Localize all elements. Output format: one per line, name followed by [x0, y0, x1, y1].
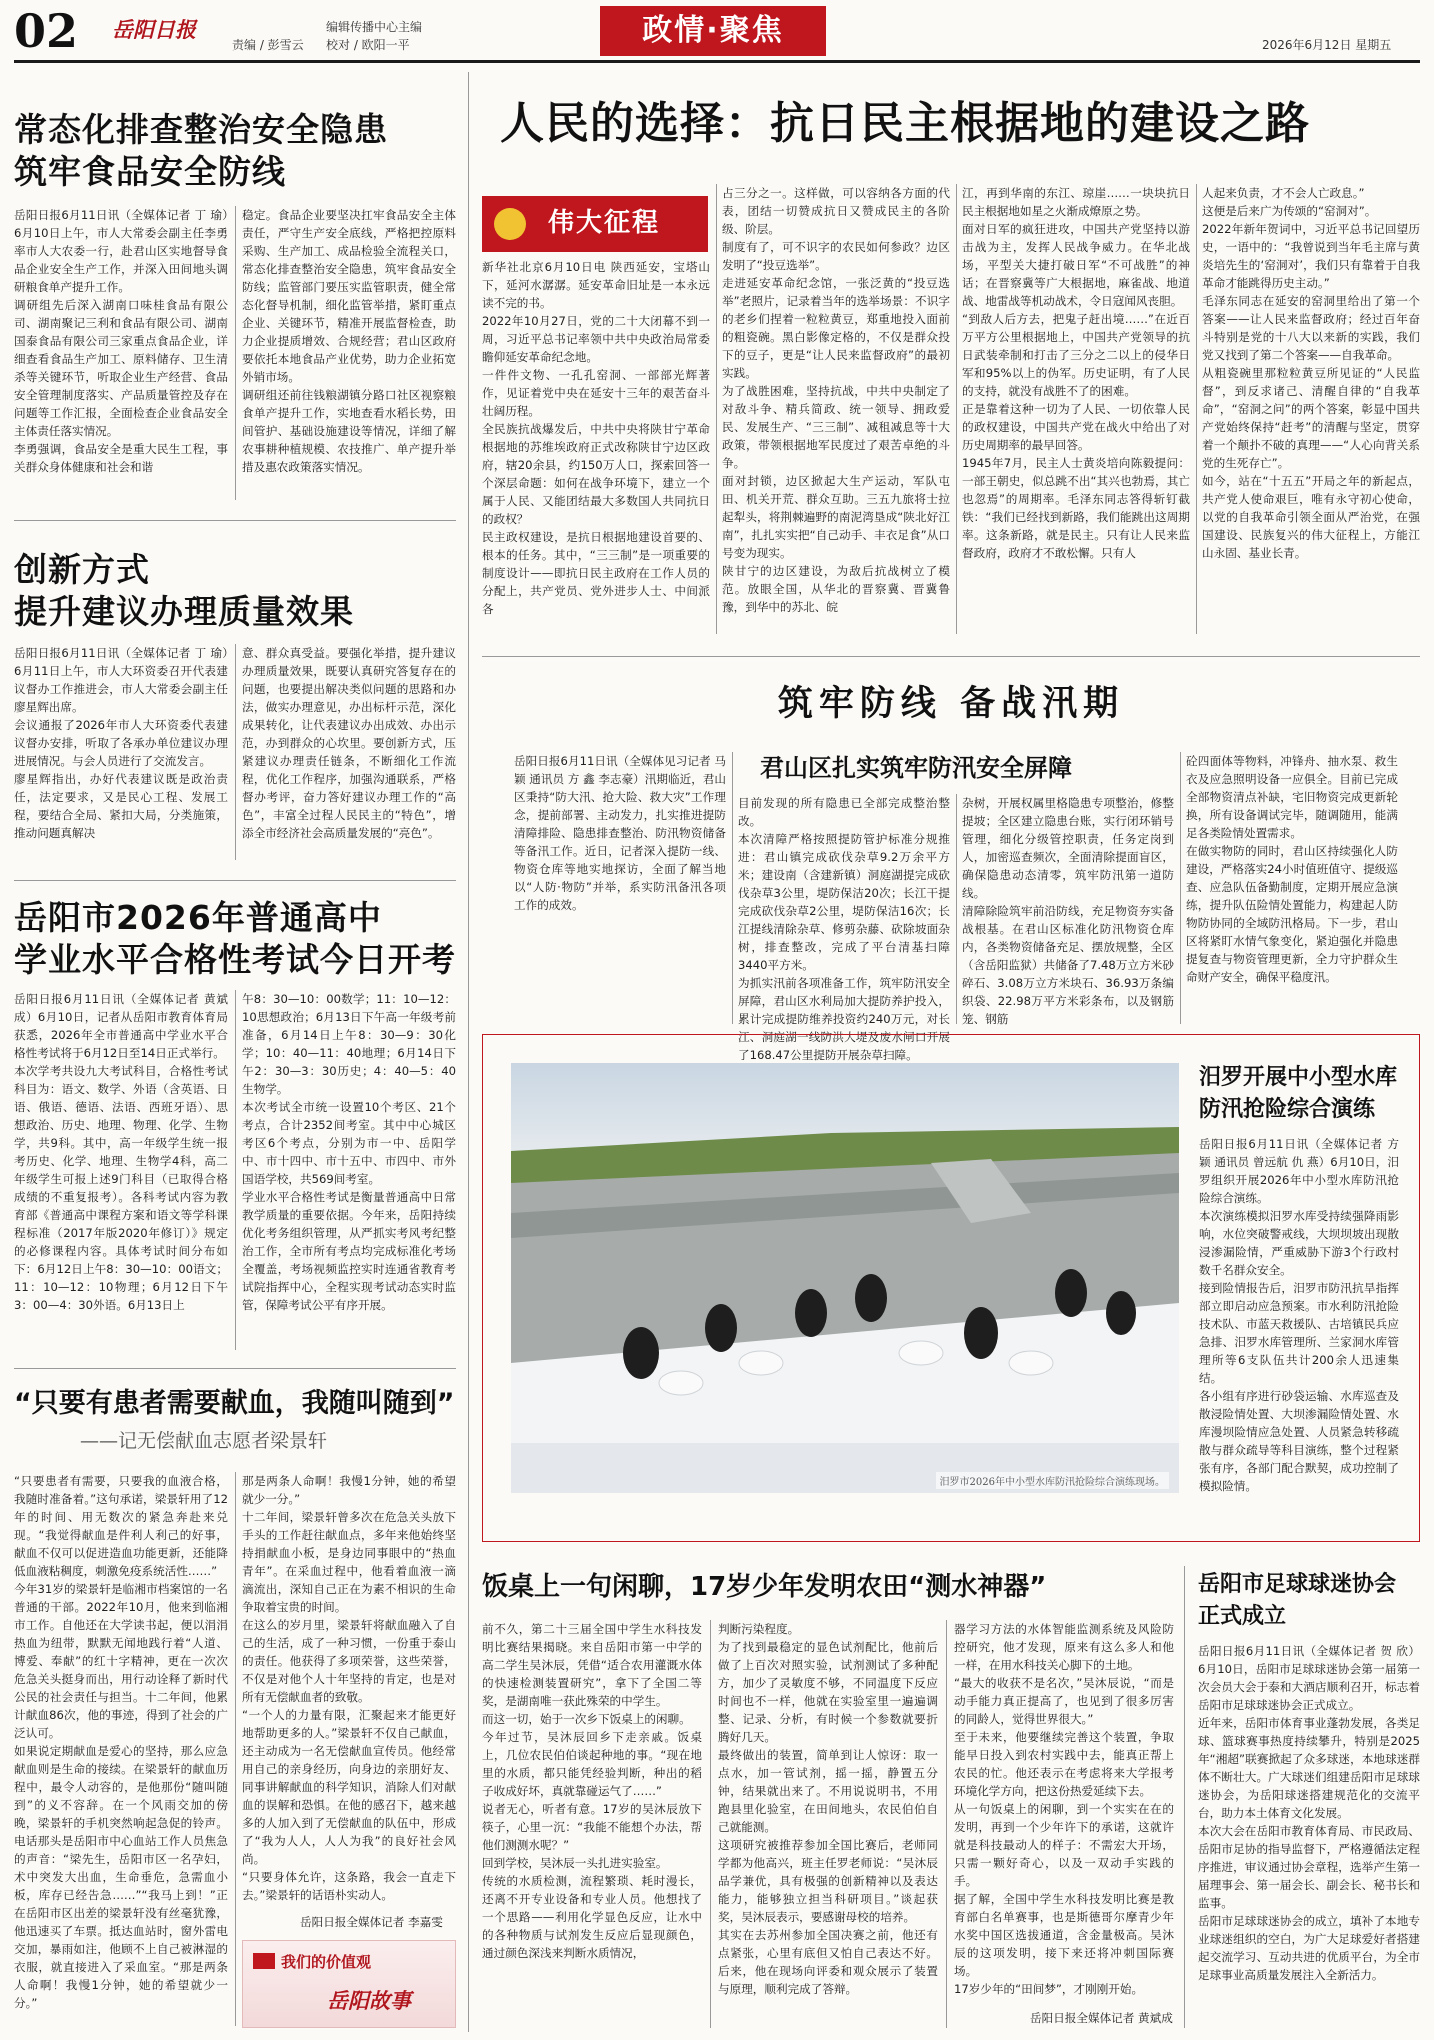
promo-logo: 岳阳故事: [327, 1988, 411, 2013]
football-title-2: 正式成立: [1198, 1604, 1287, 1629]
series-banner: [482, 196, 708, 252]
flood-banner: 筑牢防线 备战汛期: [777, 684, 1125, 724]
series-label: 伟大征程: [548, 208, 661, 238]
exam-article-col2: 午8：30—10：00数学；11：10—12：10思想政治；6月13日下午高一年级考前准备，6月14日上午8：30—9：30化学；10：40—11：40地理；6月14日下午2：30—3：30历史；4：40—5：40生物学。 本次考试全市统一设置10个考区、21个考点，合计2352间考室。其中中心城区考区6个考点，分别为市一中、岳阳学中、市十四中、市十五中、市四中、市外国语学校，共569间考室。 学业水平合格性考试是衡量普通高中日常教学质量的重要依据。今年来，岳阳持续优化考务组织管理，从严抓实考风考纪整治工作，全市所有考点均完成标准化考场全覆盖，考场视频监控实时连通省教育考试院指挥中心，全程实现考试动态实时监管，保障考试公平有序开展。: [242, 992, 456, 1312]
junshan-col2: 目前发现的所有隐患已全部完成整治整改。 本次清障严格按照提防管护标准分规推进：君山镇完成砍伐杂草9.2万余平方米；建设南（含建新镇）洞庭湖提完成砍伐杂草3公里，堤防保洁20次；长江干提完成砍伐杂草2公里，堤防保洁16次；长江提线清除杂草、修剪杂藤、砍除坡面杂树，排查整改，完成了平台清基扫障3440平方米。 为抓实汛前各项准备工作，筑牢防汛安全屏障，君山区水利局加大提防养护投入，累计完成提防维养投资约240万元，对长江、洞庭湖一线防洪大堤及废水闸口开展了168.47公里提防开展杂草扫障。: [738, 796, 950, 1062]
newspaper-logo: 岳阳日报: [112, 17, 196, 42]
teen-article-title: 饭桌上一句闲聊，17岁少年发明农田“测水神器”: [482, 1572, 1047, 1602]
suggest-article-col2: 意、群众真受益。要强化举措，提升建议办理质量效果，既要认真研究答复存在的问题，也要提出解决类似问题的思路和办法，做实办理意见，办出标杆示范，深化成果转化，让代表建议办出成效、办出示范，办到群众的心坎里。要创新方式，压紧建议办理责任链条，不断细化工作流程，优化工作程序，加强沟通联系，严格督办考评，奋力答好建议办理工作的“高色”，丰富全过程人民民主的“特色”，增添全市经济社会高质量发展的“亮色”。: [242, 646, 456, 840]
exam-article-title-1: 岳阳市2026年普通高中: [14, 898, 382, 937]
suggest-article-title-2: 提升建议办理质量效果: [14, 592, 354, 631]
exam-article-col1: 岳阳日报6月11日讯（全媒体记者 黄斌成）6月10日，记者从岳阳市教育体育局获悉，2026年全市普通高中学业水平合格性考试将于6月12日至14日正式举行。 本次学考共设九大考试科目，合格性考试科目为：语文、数学、外语（含英语、日语、俄语、德语、法语、西班牙语）、思想政治、历史、地理、物理、化学、生物学，共9科。其中，高一年级学生统一报考历史、化学、地理、生物学4科，高二年级学生可报上述9门科目（已取得合格成绩的不重复报考）。各科考试内容为教育部《普通高中课程方案和语文等学科课程标准（2017年版2020年修订）》规定的必修课程内容。具体考试时间分布如下：6月12日上午8：30—10：00语文；11：10—12：10物理；6月12日下午3：00—4：30外语。6月13日上: [14, 992, 228, 1312]
promo-text: 我们的价值观: [281, 1953, 372, 1971]
teen-col1: 前不久，第二十三届全国中学生水科技发明比赛结果揭晓。来自岳阳市第一中学的高二学生吴沐辰，凭借“适合农用灌溉水体的快速检测装置研究”，拿下了全国二等奖，是湖南唯一获此殊荣的中学生。 而这一切，始于一次乡下饭桌上的闲聊。 今年过节，吴沐辰回乡下走亲戚。饭桌上，几位农民伯伯谈起种地的事。“现在地里的水质，都只能凭经验判断，种出的稻子收成好坏，真就靠碰运气了……” 说者无心，听者有意。17岁的吴沐辰放下筷子，心里一沉：“我能不能想个办法，帮他们测测水呢？” 回到学校，吴沐辰一头扎进实验室。 传统的水质检测，流程繁琐、耗时漫长，还离不开专业设备和专业人员。他想找了一个思路——利用化学显色反应，让水中的各种物质与试剂发生反应后显现颜色，通过颜色深浅来判断水质情况，: [482, 1622, 702, 1960]
miluo-article-box: [482, 1034, 1420, 1542]
teen-col3: 器学习方法的水体智能监测系统及风险防控研究，他才发现，原来有这么多人和他一样，在用水科技关心脚下的土地。 “最大的收获不是名次，”吴沐辰说，“而是动手能力真正提高了，也见到了很多厉害的同龄人，觉得世界很大。” 至于未来，他要继续完善这个装置，争取能早日投入到农村实践中去，能真正帮上农民的忙。他还表示在考虑将来大学报考环境化学方向，把这份热爱延续下去。 从一句饭桌上的闲聊，到一个实实在在的发明，再到一个少年许下的承诺，这就许就是科技最动人的样子：不需宏大开场，只需一颗好奇心，以及一双动手实践的手。 据了解，全国中学生水科技发明比赛是教育部白名单赛事，也是斯德哥尔摩青少年水奖中国区选拔通道，含金量极高。吴沐辰的这项发明，接下来还将冲刺国际赛场。 17岁少年的“田间梦”，才刚刚开始。: [954, 1622, 1174, 1996]
suggest-article-title-1: 创新方式: [14, 550, 150, 589]
exam-article-title-2: 学业水平合格性考试今日开考: [14, 940, 456, 979]
header-credits: 责编 / 彭雪云: [232, 38, 304, 52]
party-emblem-icon: [494, 208, 526, 240]
drill-photo-caption: 汨罗市2026年中小型水库防汛抢险综合演练现场。: [936, 1472, 1169, 1489]
page-header: [0, 0, 1434, 60]
suggest-article-col1: 岳阳日报6月11日讯（全媒体记者 丁 瑜）6月11日上午，市人大环资委召开代表建议督办工作推进会，市人大常委会副主任廖星辉出席。 会议通报了2026年市人大环资委代表建议督办安排，听取了各承办单位建议办理进展情况。与会人员进行了交流发言。 廖星辉指出，办好代表建议既是政治责任，法定要求，又是民心工程、发展工程，要结合全局、紧扣大局，分类施策，推动问题真解决: [14, 646, 228, 840]
header-credits-bottom: 校对 / 欧阳一平: [326, 38, 410, 52]
food-article-col2: 稳定。食品企业要坚决扛牢食品安全主体责任，严守生产安全底线，严格把控原料采购、生产加工、成品检验全流程关口，常态化排查整治安全隐患，筑牢食品安全防线；监管部门要压实监管职责，健全常态化督导机制，细化监管举措，紧盯重点企业、关键环节，精准开展监督检查，助力企业提质增效、合规经营；君山区政府要依托本地食品产业优势，助力企业拓宽外销市场。 调研组还前往钱粮湖镇分路口社区视察粮食单产提升工作，实地查看水稻长势，田间管护、基础设施建设等情况，详细了解农事耕种植规模、农技推广、单产提升举措及惠农政策落实情况。: [242, 208, 456, 474]
food-article-col1: 岳阳日报6月11日讯（全媒体记者 丁 瑜）6月10日上午，市人大常委会副主任李勇率市人大农委一行，赴君山区实地督导食品企业安全生产工作，并深入田间地头调研粮食单产提升工作。 调研组先后深入湖南口味桂食品有限公司、湖南聚记三利和食品有限公司、湖南国泰食品有限公司三家重点食品企业，详细查看食品生产加工、原料储存、卫生清杀等关键环节，听取企业生产经营、食品安全管理制度落实、产品质量管控及存在问题等工作汇报，全面检查企业食品安全主体责任落实情况。 李勇强调，食品安全是重大民生工程，事关群众身体健康和社会和谐: [14, 208, 228, 474]
values-promo-banner: [242, 1940, 456, 2028]
miluo-title-2: 防汛抢险综合演练: [1199, 1097, 1376, 1122]
food-article-title-1: 常态化排查整治安全隐患: [14, 110, 388, 149]
drill-photo-illustration: [511, 1063, 1179, 1493]
main-col4: 人起来负责，才不会人亡政息。” 这便是后来广为传颂的“窑洞对”。 2022年新年贺词中，习近平总书记回望历史，一语中的：“我曾说到当年毛主席与黄炎培先生的‘窑洞对’，我们只有靠着于自我革命才能跳得历史主动。” 毛泽东同志在延安的窑洞里给出了第一个答案——让人民来监督政府；经过百年奋斗特别是党的十八大以来新的实践，我们党又找到了第二个答案——自我革命。 从粗瓷碗里那粒粒黄豆所见证的“人民监督”，到反求诸己、清醒自律的“自我革命”，“窑洞之问”的两个答案，彰显中国共产党始终保持“赶考”的清醒与坚定，贯穿着一个颠扑不破的真理——“人心向背关系党的生死存亡”。 如今，站在“十五五”开局之年的新起点，共产党人使命艰巨，唯有永守初心使命，以党的自我革命引领全面从严治党，在强国建设、民族复兴的伟大征程上，方能江山永固、基业长青。: [1202, 186, 1420, 560]
junshan-col1: 岳阳日报6月11日讯（全媒体见习记者 马 颖 通讯员 方 鑫 李志豪）汛期临近，君山区秉持“防大汛、抢大险、救大灾”工作理念，提前部署、主动发力，扎实推进提防清障排险、隐患排查整治、防汛物资储备等备汛工作。近日，记者深入提防一线、物资仓库等地实地探访，全面了解当地以“人防·物防”并举，系实防汛备汛各项工作的成效。: [514, 754, 726, 912]
blood-article-col2: 那是两条人命啊！我慢1分钟，她的希望就少一分。” 十二年间，梁景轩曾多次在危急关头放下手头的工作赶往献血点，多年来他始终坚持捐献血小板，是身边同事眼中的“热血青年”。在采血过程中，他看着血液一滴滴流出，深知自己正在为素不相识的生命争取着宝贵的时间。 在这么的岁月里，梁景轩将献血融入了自己的生活，成了一种习惯，一份重于泰山的责任。他获得了多项荣誉，这些荣誉，不仅是对他个人十年坚持的肯定，也是对所有无偿献血者的致敬。 “一个人的力量有限，汇聚起来才能更好地帮助更多的人。”梁景轩不仅自己献血，还主动成为一名无偿献血宣传员。他经常用自己的亲身经历，向身边的亲朋好友、同事讲解献血的科学知识，消除人们对献血的误解和恐惧。在他的感召下，越来越多的人加入到了无偿献血的队伍中，形成了“我为人人，人人为我”的良好社会风尚。 “只要身体允许，这条路，我会一直走下去。”梁景轩的话语朴实动人。: [242, 1474, 456, 1902]
teen-col2: 判断污染程度。 为了找到最稳定的显色试剂配比，他前后做了上百次对照实验，试剂测试了多种配方，加少了灵敏度不够，不同温度下反应时间也不一样，他就在实验室里一遍遍调整、记录、分析，有时候一个参数就要折腾好几天。 最终做出的装置，简单到让人惊讶：取一点水，加一管试剂，摇一摇，静置五分钟，结果就出来了。不用说说明书，不用跑县里化验室，在田间地头，农民伯伯自己就能测。 这项研究被推荐参加全国比赛后，老师同学都为他高兴，班主任罗老师说：“吴沐辰品学兼优，具有极强的创新精神以及表达能力，能够独立担当科研项目。”谈起获奖，吴沐辰表示，要感谢母校的培养。 其实在去苏州参加全国决赛之前，他还有点紧张，心里有底但又怕自己表达不好。后来，他在现场向评委和观众展示了装置与原理，顺利完成了答辩。: [718, 1622, 938, 1996]
football-title-1: 岳阳市足球球迷协会: [1198, 1572, 1397, 1597]
junshan-col3: 杂树，开展权属里格隐患专项整治，修整提坡；全区建立隐患台账，实行闭环销号管理，细化分级管控职责，任务定岗到人，加密巡查频次，全面清除提面盲区，确保隐患动态清零，筑牢防汛第一道防线。 清障除险筑牢前沿防线，充足物资夯实备战根基。在君山区标准化防汛物资仓库内，各类物资储备充足、摆放规整，全区（含岳阳监狱）共储备了7.48万立方米砂碎石、3.08万立方米块石、36.93万条编织袋、22.98万平方米彩条布，以及钢筋笼、钢筋: [962, 796, 1174, 1026]
page-number: 02: [14, 4, 79, 58]
main-col3: 江，再到华南的东江、琼崖……一块块抗日民主根据地如星之火渐成燎原之势。 面对日军的疯狂进攻，中国共产党坚持以游击战为主，发挥人民战争威力。在华北战场，平型关大捷打破日军“不可战胜”的神话；在晋察冀等广大根据地，麻雀战、地道战、地雷战等机动战术，令日寇闻风丧胆。 “到敌人后方去，把鬼子赶出境……”在近百万平方公里根据地上，中国共产党领导的抗日武装牵制和打击了三分之二以上的侵华日军和95%以上的伪军。历史证明，有了人民的支持，就没有战胜不了的困难。 正是靠着这种一切为了人民、一切依靠人民的政权建设，中国共产党在战火中给出了对历史周期率的最早回答。 1945年7月，民主人士黄炎培向陈毅提问：一部王朝史，似总跳不出“其兴也勃焉，其亡也忽焉”的周期率。毛泽东同志答得斩钉截铁：“我们已经找到新路，我们能跳出这周期率。这条新路，就是民主。只有让人民来监督政府，政府才不敢松懈。只有人: [962, 186, 1190, 560]
issue-date: 2026年6月12日 星期五: [1262, 38, 1392, 52]
teen-article-byline: 岳阳日报全媒体记者 黄斌成: [1030, 2011, 1173, 2025]
main-col1: 新华社北京6月10日电 陕西延安，宝塔山下，延河水潺潺。延安革命旧址是一本永远读不完的书。 2022年10月27日，党的二十大闭幕不到一周，习近平总书记率领中共中央政治局常委瞻仰延安革命纪念地。 一件件文物、一孔孔窑洞、一部部光辉著作，见证着党中央在延安十三年的艰苦奋斗壮阔历程。 全民族抗战爆发后，中共中央将陕甘宁革命根据地的苏维埃政府正式改称陕甘宁边区政府，辖20余县，约150万人口，探索回答一个深层命题：如何在战争环境下，建立一个属于人民、又能团结最大多数国人共同抗日的政权？ 民主政权建设，是抗日根据地建设首要的、根本的任务。其中，“三三制”是一项重要的制度设计——即抗日民主政府在工作人员的分配上，共产党员、党外进步人士、中间派各: [482, 260, 710, 616]
blood-article-byline: 岳阳日报全媒体记者 李嘉雯: [300, 1915, 443, 1929]
food-article-title-2: 筑牢食品安全防线: [14, 152, 286, 191]
blood-article-subtitle: ——记无偿献血志愿者梁景轩: [80, 1430, 328, 1452]
section-tag: [600, 6, 826, 56]
main-col2: 占三分之一。这样做，可以容纳各方面的代表，团结一切赞成抗日又赞成民主的各阶级、阶层。 制度有了，可不识字的农民如何参政？边区发明了“投豆选举”。 走进延安革命纪念馆，一张泛黄的“投豆选举”老照片，记录着当年的选举场景：不识字的老乡们捏着一粒粒黄豆，郑重地投入面前的粗瓷碗。黑白影像定格的，不仅是群众投下的豆子，更是“让人民来监督政府”的最初实践。 为了战胜困难，坚持抗战，中共中央制定了对敌斗争、精兵简政、统一领导、拥政爱民、发展生产、“三三制”、减租减息等十大政策，带领根据地军民度过了艰苦卓绝的斗争。 面对封锁，边区掀起大生产运动，军队屯田、机关开荒、群众互助。三五九旅将士拉起犁头，将荆棘遍野的南泥湾垦成“陕北好江南”，扎扎实实把“自己动手、丰衣足食”从口号变为现实。 陕甘宁的边区建设，为敌后抗战树立了模范。放眼全国，从华北的晋察冀、晋冀鲁豫，到华中的苏北、皖: [722, 186, 950, 614]
junshan-article-title: 君山区扎实筑牢防汛安全屏障: [760, 754, 1072, 782]
flag-icon: [253, 1953, 275, 1969]
miluo-title-1: 汨罗开展中小型水库: [1199, 1065, 1398, 1090]
miluo-body: 岳阳日报6月11日讯（全媒体记者 方 颖 通讯员 曾远航 仇 燕）6月10日，汨罗组织开展2026年中小型水库防汛抢险综合演练。 本次演练模拟汨罗水库受持续强降雨影响，水位突破警戒线，大坝坝坡出现散浸渗漏险情，严重威胁下游3个行政村数千名群众安全。 接到险情报告后，汨罗市防汛抗旱指挥部立即启动应急预案。市水利防汛抢险技术队、市蓝天救援队、古培镇民兵应急排、汨罗水库管理所、兰家洞水库管理所等6支队伍共计200余人迅速集结。 各小组有序进行砂袋运输、水库巡查及散浸险情处置、大坝渗漏险情处置、水库漫坝险情应急处置、人员紧急转移疏散与群众疏导等科目演练，整个过程紧张有序，各部门配合默契，成功控制了模拟险情。: [1199, 1137, 1399, 1493]
section-tag-label: 政情·聚焦: [642, 13, 784, 48]
blood-article-title: “只要有患者需要献血，我随叫随到”: [14, 1388, 455, 1419]
blood-article-col1: “只要患者有需要，只要我的血液合格，我随时准备着。”这句承诺，梁景轩用了12年的时间、用无数次的紧急奔赴来兑现。“我觉得献血是件利人利己的好事，献血不仅可以促进造血功能更新，还能降低血液粘稠度，刺激免疫系统活性……” 今年31岁的梁景轩是临湘市档案馆的一名普通的干部。2022年10月，他来到临湘市工作。自他还在大学读书起，便以涓涓热血为纽带，默默无闻地践行着“人道、博爱、奉献”的红十字精神，更在一次次危急关头挺身而出，用行动诠释了新时代公民的社会责任与担当。十二年间，他累计献血86次，他的事迹，得到了社会的广泛认可。 如果说定期献血是爱心的坚持，那么应急献血则是生命的接续。在梁景轩的献血历程中，最令人动容的，是他那份“随叫随到”的义不容辞。在一个风雨交加的傍晚，梁景轩的手机突然响起急促的铃声。电话那头是岳阳市中心血站工作人员焦急的声音：“梁先生，岳阳市区一名孕妇，术中突发大出血，生命垂危，急需血小板，库存已经告急……”“我马上到！”正在岳阳市区出差的梁景轩没有丝毫犹豫，他迅速买了车票。抵达血站时，窗外雷电交加，暴雨如注，他顾不上自己被淋湿的衣服，就直接进入了采血室。“那是两条人命啊！我慢1分钟，她的希望就少一分。”: [14, 1474, 228, 2010]
drill-photo: [511, 1063, 1179, 1493]
main-headline: 人民的选择：抗日民主根据地的建设之路: [500, 98, 1310, 149]
junshan-col4: 砼四面体等物料，冲锋舟、抽水泵、救生衣及应急照明设备一应俱全。目前已完成全部物资清点补缺，宅旧物资完成更新轮换，所有设备调试完毕，随调随用，能满足各类险情处置需求。 在做实物防的同时，君山区持续强化人防建设，严格落实24小时值班值守、提级巡查、应急队伍备勤制度，定期开展应急演练，提升队伍险情处置能力，构建起人防物防协同的全域防汛格局。下一步，君山区将紧盯水情气象变化，紧迫强化并隐患提复查与物资管理更新，全力守护群众生命财产安全，确保平稳度汛。: [1186, 754, 1398, 984]
header-credits-top: 编辑传播中心主编: [326, 20, 423, 34]
football-body: 岳阳日报6月11日讯（全媒体记者 贺 欣）6月10日，岳阳市足球球迷协会第一届第一次会员大会于泰和大酒店顺利召开，标志着岳阳市足球球迷协会正式成立。 近年来，岳阳市体育事业蓬勃发展，各类足球、篮球赛事热度持续攀升，特别是2025年“湘超”联赛掀起了众多球迷，本地球迷群体不断壮大。广大球迷们组建岳阳市足球球迷协会，为岳阳球迷搭建规范化的交流平台，助力本土体育文化发展。 本次大会在岳阳市教育体育局、市民政局、岳阳市足协的指导监督下，严格遵循法定程序推进，审议通过协会章程，选举产生第一届理事会、第一届会长、副会长、秘书长和监事。 岳阳市足球球迷协会的成立，填补了本地专业球迷组织的空白，为广大足球爱好者搭建起交流学习、互动共进的优质平台，为全市足球事业高质量发展注入全新活力。: [1198, 1644, 1420, 1982]
